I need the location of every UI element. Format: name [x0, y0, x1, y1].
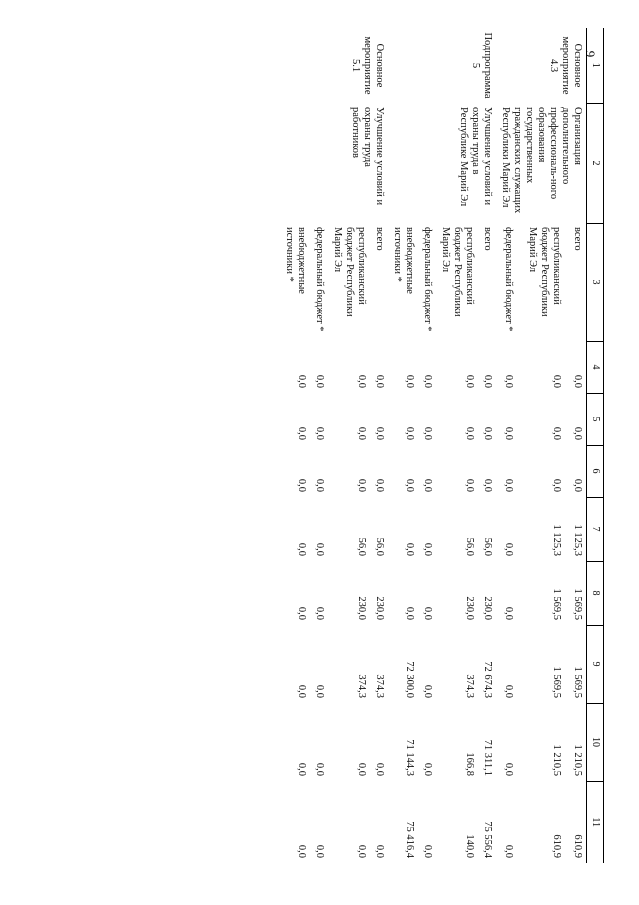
column-header: 7	[587, 497, 604, 561]
value-cell: 0,0	[314, 478, 325, 492]
value-cell: 0,0	[572, 374, 583, 388]
value-cell: 0,0	[314, 606, 325, 620]
value-cell: 610,9	[572, 834, 583, 858]
header-row	[587, 28, 604, 863]
value-cell: 1 210,5	[551, 744, 563, 776]
value-cell: 71 311,1	[482, 739, 493, 776]
value-cell: 0,0	[404, 374, 415, 388]
value-cell: 0,0	[572, 426, 583, 440]
value-cell: 75 416,4	[404, 821, 415, 858]
table-body	[280, 28, 604, 863]
value-cell: 0,0	[482, 374, 493, 388]
value-cell: 0,0	[551, 426, 563, 440]
funding-source: республиканский бюджет Республики Марий Эл	[440, 227, 475, 317]
table-row	[478, 28, 496, 863]
funding-source: всего	[482, 227, 493, 251]
value-cell: 0,0	[464, 426, 475, 440]
value-cell: 1 125,3	[551, 524, 563, 556]
funding-source: республиканский бюджет Республики Марий Эл	[332, 227, 367, 317]
column-header: 9	[587, 625, 604, 703]
program-title: Организация дополнительного профессиональ-ного образования государственных гражданских служащих Республики Марий Эл	[500, 107, 583, 214]
value-cell: 0,0	[502, 478, 514, 492]
program-code: Подпрограмма 5	[470, 32, 493, 99]
funding-source: республиканский бюджет Республики Марий Эл	[527, 227, 563, 317]
funding-source: федеральный бюджет *	[314, 227, 325, 332]
value-cell: 0,0	[374, 762, 385, 776]
column-header: 5	[587, 393, 604, 445]
value-cell: 0,0	[314, 426, 325, 440]
value-cell: 0,0	[296, 542, 307, 556]
value-cell: 0,0	[404, 542, 415, 556]
funding-source: внебюджетные источники *	[284, 227, 307, 294]
value-cell: 0,0	[422, 478, 433, 492]
value-cell: 0,0	[422, 606, 433, 620]
column-header: 1	[587, 28, 604, 103]
funding-source: всего	[572, 227, 583, 251]
value-cell: 140,0	[464, 834, 475, 858]
value-cell: 0,0	[464, 374, 475, 388]
column-header: 8	[587, 561, 604, 625]
value-cell: 230,0	[374, 596, 385, 620]
value-cell: 230,0	[482, 596, 493, 620]
value-cell: 0,0	[314, 844, 325, 858]
value-cell: 610,9	[551, 834, 563, 858]
value-cell: 0,0	[404, 478, 415, 492]
funding-source: федеральный бюджет *	[502, 227, 514, 332]
funding-source: внебюджетные источники *	[392, 227, 415, 294]
value-cell: 71 144,3	[404, 739, 415, 776]
value-cell: 0,0	[296, 762, 307, 776]
value-cell: 1 569,5	[572, 588, 583, 620]
column-header: 3	[587, 223, 604, 341]
value-cell: 0,0	[422, 762, 433, 776]
value-cell: 0,0	[296, 606, 307, 620]
program-title: Улучшение условий и охраны труда работников	[350, 107, 385, 206]
value-cell: 230,0	[356, 596, 367, 620]
value-cell: 56,0	[374, 537, 385, 556]
value-cell: 230,0	[464, 596, 475, 620]
value-cell: 0,0	[374, 426, 385, 440]
value-cell: 0,0	[502, 542, 514, 556]
value-cell: 0,0	[296, 478, 307, 492]
value-cell: 0,0	[296, 374, 307, 388]
value-cell: 0,0	[502, 606, 514, 620]
page-number: 9	[583, 50, 598, 58]
value-cell: 1 569,5	[551, 666, 563, 698]
value-cell: 0,0	[551, 374, 563, 388]
column-header: 10	[587, 703, 604, 781]
value-cell: 0,0	[502, 426, 514, 440]
table-row	[370, 28, 388, 863]
value-cell: 0,0	[296, 426, 307, 440]
value-cell: 72 674,3	[482, 661, 493, 698]
value-cell: 374,3	[356, 674, 367, 698]
value-cell: 0,0	[356, 374, 367, 388]
value-cell: 1 569,5	[551, 588, 563, 620]
column-header: 2	[587, 103, 604, 223]
value-cell: 72 300,0	[404, 661, 415, 698]
value-cell: 0,0	[422, 542, 433, 556]
value-cell: 0,0	[374, 478, 385, 492]
value-cell: 0,0	[482, 426, 493, 440]
column-header: 6	[587, 445, 604, 497]
value-cell: 56,0	[356, 537, 367, 556]
value-cell: 166,8	[464, 752, 475, 776]
value-cell: 0,0	[482, 478, 493, 492]
value-cell: 0,0	[422, 844, 433, 858]
budget-table	[280, 28, 604, 863]
table-row	[565, 28, 586, 863]
value-cell: 0,0	[422, 684, 433, 698]
value-cell: 0,0	[356, 762, 367, 776]
value-cell: 0,0	[296, 844, 307, 858]
program-title: Улучшение условий и охраны труда в Республике Марий Эл	[458, 107, 493, 207]
value-cell: 0,0	[404, 426, 415, 440]
value-cell: 1 569,5	[572, 666, 583, 698]
program-code: Основное мероприятие 5.1	[350, 36, 385, 95]
value-cell: 374,3	[374, 674, 385, 698]
value-cell: 0,0	[314, 684, 325, 698]
column-header: 11	[587, 781, 604, 863]
value-cell: 75 556,4	[482, 821, 493, 858]
value-cell: 0,0	[502, 844, 514, 858]
value-cell: 0,0	[296, 684, 307, 698]
value-cell: 0,0	[572, 478, 583, 492]
value-cell: 0,0	[404, 606, 415, 620]
value-cell: 1 210,5	[572, 744, 583, 776]
value-cell: 0,0	[422, 374, 433, 388]
value-cell: 0,0	[502, 374, 514, 388]
value-cell: 1 125,3	[572, 524, 583, 556]
value-cell: 56,0	[464, 537, 475, 556]
value-cell: 0,0	[551, 478, 563, 492]
value-cell: 0,0	[502, 762, 514, 776]
value-cell: 0,0	[314, 542, 325, 556]
value-cell: 0,0	[356, 478, 367, 492]
value-cell: 56,0	[482, 537, 493, 556]
column-header: 4	[587, 341, 604, 393]
value-cell: 0,0	[374, 374, 385, 388]
value-cell: 0,0	[314, 374, 325, 388]
funding-source: федеральный бюджет *	[422, 227, 433, 332]
value-cell: 0,0	[422, 426, 433, 440]
program-code: Основное мероприятие 4.3	[548, 36, 583, 95]
funding-source: всего	[374, 227, 385, 251]
value-cell: 0,0	[356, 426, 367, 440]
value-cell: 0,0	[464, 478, 475, 492]
value-cell: 0,0	[374, 844, 385, 858]
value-cell: 0,0	[502, 684, 514, 698]
value-cell: 374,3	[464, 674, 475, 698]
value-cell: 0,0	[314, 762, 325, 776]
value-cell: 0,0	[356, 844, 367, 858]
